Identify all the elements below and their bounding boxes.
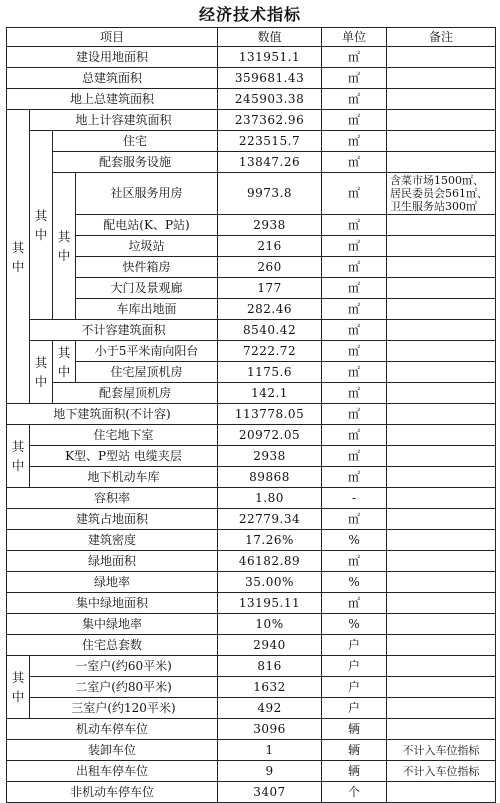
row-value: 1632 (218, 677, 322, 698)
row-value: 22779.34 (218, 509, 322, 530)
table-row (7, 551, 496, 572)
row-unit: ㎡ (322, 173, 387, 215)
label-char: 其 (34, 355, 48, 370)
row-value: 131951.1 (218, 47, 322, 68)
row-value: 177 (218, 278, 322, 299)
table-row (7, 152, 496, 173)
table-row (7, 278, 496, 299)
row-unit: 辆 (322, 761, 387, 782)
row-unit: ㎡ (322, 236, 387, 257)
row-value: 223515.7 (218, 131, 322, 152)
row-note (387, 236, 496, 257)
label-char: 其 (57, 229, 71, 244)
label-char: 中 (11, 458, 25, 473)
row-value: 282.46 (218, 299, 322, 320)
group-label-qizhong (7, 656, 30, 719)
row-unit: ㎡ (322, 68, 387, 89)
table-row (7, 362, 496, 383)
table-row (7, 614, 496, 635)
table-row (7, 572, 496, 593)
row-value: 35.00% (218, 572, 322, 593)
row-item: 地上计容建筑面积 (30, 110, 218, 131)
row-unit: 户 (322, 656, 387, 677)
row-value: 245903.38 (218, 89, 322, 110)
row-note (387, 614, 496, 635)
row-note (387, 383, 496, 404)
table-row (7, 698, 496, 719)
table-row (7, 677, 496, 698)
row-note (387, 425, 496, 446)
row-item: 集中绿地面积 (7, 593, 218, 614)
label-char: 其 (57, 344, 71, 360)
table-title: 经济技术指标 (198, 5, 301, 24)
row-item: 建筑密度 (7, 530, 218, 551)
table-row (7, 299, 496, 320)
row-value: 9973.8 (218, 173, 322, 215)
label-char: 中 (34, 227, 48, 242)
table-row (7, 719, 496, 740)
row-note (387, 530, 496, 551)
row-note (387, 299, 496, 320)
row-item: 住宅 (53, 131, 218, 152)
row-value: 3407 (218, 782, 322, 803)
row-value: 237362.96 (218, 110, 322, 131)
row-note (387, 278, 496, 299)
row-value: 3096 (218, 719, 322, 740)
row-item: 大门及景观廊 (76, 278, 218, 299)
row-item: 出租车停车位 (7, 761, 218, 782)
label-char: 其 (11, 670, 25, 685)
label-char: 其 (11, 439, 25, 454)
row-item: 装卸车位 (7, 740, 218, 761)
table-row (7, 173, 496, 215)
row-note (387, 488, 496, 509)
row-note (387, 404, 496, 425)
row-item: 车库出地面 (76, 299, 218, 320)
row-unit: 个 (322, 782, 387, 803)
row-item: 总建筑面积 (7, 68, 218, 89)
table-row (7, 68, 496, 89)
row-item: 机动车停车位 (7, 719, 218, 740)
indicator-table (6, 27, 496, 803)
subgroup-label-qizhong (30, 131, 53, 320)
table-row (7, 593, 496, 614)
row-unit: ㎡ (322, 383, 387, 404)
row-value: 359681.43 (218, 68, 322, 89)
label-char: 中 (34, 374, 48, 389)
row-note (387, 68, 496, 89)
label-char: 其 (34, 208, 48, 223)
header-value: 数值 (218, 28, 322, 47)
table-row (7, 131, 496, 152)
row-unit: ㎡ (322, 404, 387, 425)
row-value: 17.26% (218, 530, 322, 551)
row-item: 建筑占地面积 (7, 509, 218, 530)
row-item: 小于5平米南向阳台 (76, 341, 218, 362)
header-unit: 单位 (322, 28, 387, 47)
label-char: 中 (57, 248, 71, 263)
row-item: 绿地面积 (7, 551, 218, 572)
row-value: 46182.89 (218, 551, 322, 572)
row-unit: ㎡ (322, 362, 387, 383)
header-row (7, 28, 496, 47)
table-row (7, 782, 496, 803)
table-row (7, 215, 496, 236)
row-value: 1.80 (218, 488, 322, 509)
row-unit: 辆 (322, 740, 387, 761)
label-char: 中 (57, 363, 71, 379)
row-note (387, 215, 496, 236)
row-note (387, 110, 496, 131)
row-item: 三室户(约120平米) (30, 698, 218, 719)
row-item: 建设用地面积 (7, 47, 218, 68)
row-value: 1 (218, 740, 322, 761)
row-note: 含菜市场1500㎡、居民委员会561㎡、卫生服务站300㎡ (387, 173, 496, 215)
table-row (7, 530, 496, 551)
row-unit: ㎡ (322, 341, 387, 362)
row-unit: ㎡ (322, 47, 387, 68)
row-note (387, 551, 496, 572)
row-unit: ㎡ (322, 509, 387, 530)
table-row (7, 488, 496, 509)
row-value: 20972.05 (218, 425, 322, 446)
row-value: 1175.6 (218, 362, 322, 383)
subsubgroup-label-qizhong (53, 173, 76, 320)
header-item: 项目 (7, 28, 218, 47)
table-row (7, 89, 496, 110)
row-note (387, 47, 496, 68)
table-row (7, 383, 496, 404)
row-unit: 辆 (322, 719, 387, 740)
row-unit: ㎡ (322, 131, 387, 152)
row-note (387, 257, 496, 278)
row-note: 不计入车位指标 (387, 740, 496, 761)
row-value: 13195.11 (218, 593, 322, 614)
row-value: 10% (218, 614, 322, 635)
row-unit: ㎡ (322, 551, 387, 572)
row-item: 住宅屋顶机房 (76, 362, 218, 383)
subsubgroup-label-qizhong (53, 341, 76, 383)
row-note (387, 572, 496, 593)
row-value: 113778.05 (218, 404, 322, 425)
row-item: 绿地率 (7, 572, 218, 593)
label-char: 其 (11, 239, 25, 255)
row-note (387, 89, 496, 110)
row-value: 9 (218, 761, 322, 782)
row-unit: ㎡ (322, 425, 387, 446)
row-item: K型、P型站 电缆夹层 (30, 446, 218, 467)
row-note (387, 131, 496, 152)
header-note: 备注 (387, 28, 496, 47)
row-note (387, 698, 496, 719)
row-value: 260 (218, 257, 322, 278)
table-row (7, 761, 496, 782)
row-item: 二室户(约80平米) (30, 677, 218, 698)
row-unit: % (322, 530, 387, 551)
row-value: 2938 (218, 446, 322, 467)
row-unit: 户 (322, 698, 387, 719)
row-unit: ㎡ (322, 215, 387, 236)
row-unit: 户 (322, 677, 387, 698)
row-item: 配套服务设施 (53, 152, 218, 173)
row-unit: ㎡ (322, 152, 387, 173)
row-unit: ㎡ (322, 593, 387, 614)
row-unit: ㎡ (322, 89, 387, 110)
table-row (7, 47, 496, 68)
row-unit: ㎡ (322, 320, 387, 341)
row-unit: % (322, 572, 387, 593)
row-note (387, 593, 496, 614)
row-note (387, 509, 496, 530)
row-item: 非机动车停车位 (7, 782, 218, 803)
row-value: 8540.42 (218, 320, 322, 341)
row-value: 816 (218, 656, 322, 677)
row-item: 地上总建筑面积 (7, 89, 218, 110)
table-row (7, 404, 496, 425)
table-row (7, 656, 496, 677)
label-char: 中 (11, 689, 25, 704)
table-row (7, 320, 496, 341)
group-label-qizhong (7, 425, 30, 488)
table-row (7, 257, 496, 278)
row-note (387, 719, 496, 740)
row-item: 住宅总套数 (7, 635, 218, 656)
row-note (387, 782, 496, 803)
table-row (7, 467, 496, 488)
row-note (387, 635, 496, 656)
row-unit: ㎡ (322, 110, 387, 131)
table-row (7, 446, 496, 467)
row-value: 492 (218, 698, 322, 719)
row-item: 一室户(约60平米) (30, 656, 218, 677)
row-item: 配电站(K、P站) (76, 215, 218, 236)
table-row (7, 635, 496, 656)
row-note (387, 341, 496, 362)
table-row (7, 236, 496, 257)
row-item: 住宅地下室 (30, 425, 218, 446)
row-item: 集中绿地率 (7, 614, 218, 635)
row-note (387, 677, 496, 698)
subgroup-label-qizhong (30, 341, 53, 404)
row-unit: ㎡ (322, 257, 387, 278)
table-row (7, 740, 496, 761)
row-item: 容积率 (7, 488, 218, 509)
row-unit: ㎡ (322, 446, 387, 467)
group-label-qizhong (7, 110, 30, 404)
row-value: 89868 (218, 467, 322, 488)
row-note: 不计入车位指标 (387, 761, 496, 782)
row-value: 142.1 (218, 383, 322, 404)
row-unit: ㎡ (322, 278, 387, 299)
row-note (387, 467, 496, 488)
row-note (387, 152, 496, 173)
row-note (387, 656, 496, 677)
row-unit: 户 (322, 635, 387, 656)
row-item: 不计容建筑面积 (30, 320, 218, 341)
row-note (387, 446, 496, 467)
row-value: 13847.26 (218, 152, 322, 173)
label-char: 中 (11, 258, 25, 274)
table-row (7, 110, 496, 131)
row-unit: % (322, 614, 387, 635)
row-unit: ㎡ (322, 299, 387, 320)
row-unit: ㎡ (322, 467, 387, 488)
table-row (7, 341, 496, 362)
row-unit: - (322, 488, 387, 509)
row-item: 地下建筑面积(不计容) (7, 404, 218, 425)
row-value: 2938 (218, 215, 322, 236)
row-item: 快件箱房 (76, 257, 218, 278)
table-row (7, 425, 496, 446)
table-row (7, 509, 496, 530)
row-item: 配套屋顶机房 (53, 383, 218, 404)
row-item: 地下机动车库 (30, 467, 218, 488)
row-item: 垃圾站 (76, 236, 218, 257)
row-note (387, 362, 496, 383)
row-value: 216 (218, 236, 322, 257)
row-item: 社区服务用房 (76, 173, 218, 215)
row-value: 2940 (218, 635, 322, 656)
row-value: 7222.72 (218, 341, 322, 362)
row-note (387, 320, 496, 341)
